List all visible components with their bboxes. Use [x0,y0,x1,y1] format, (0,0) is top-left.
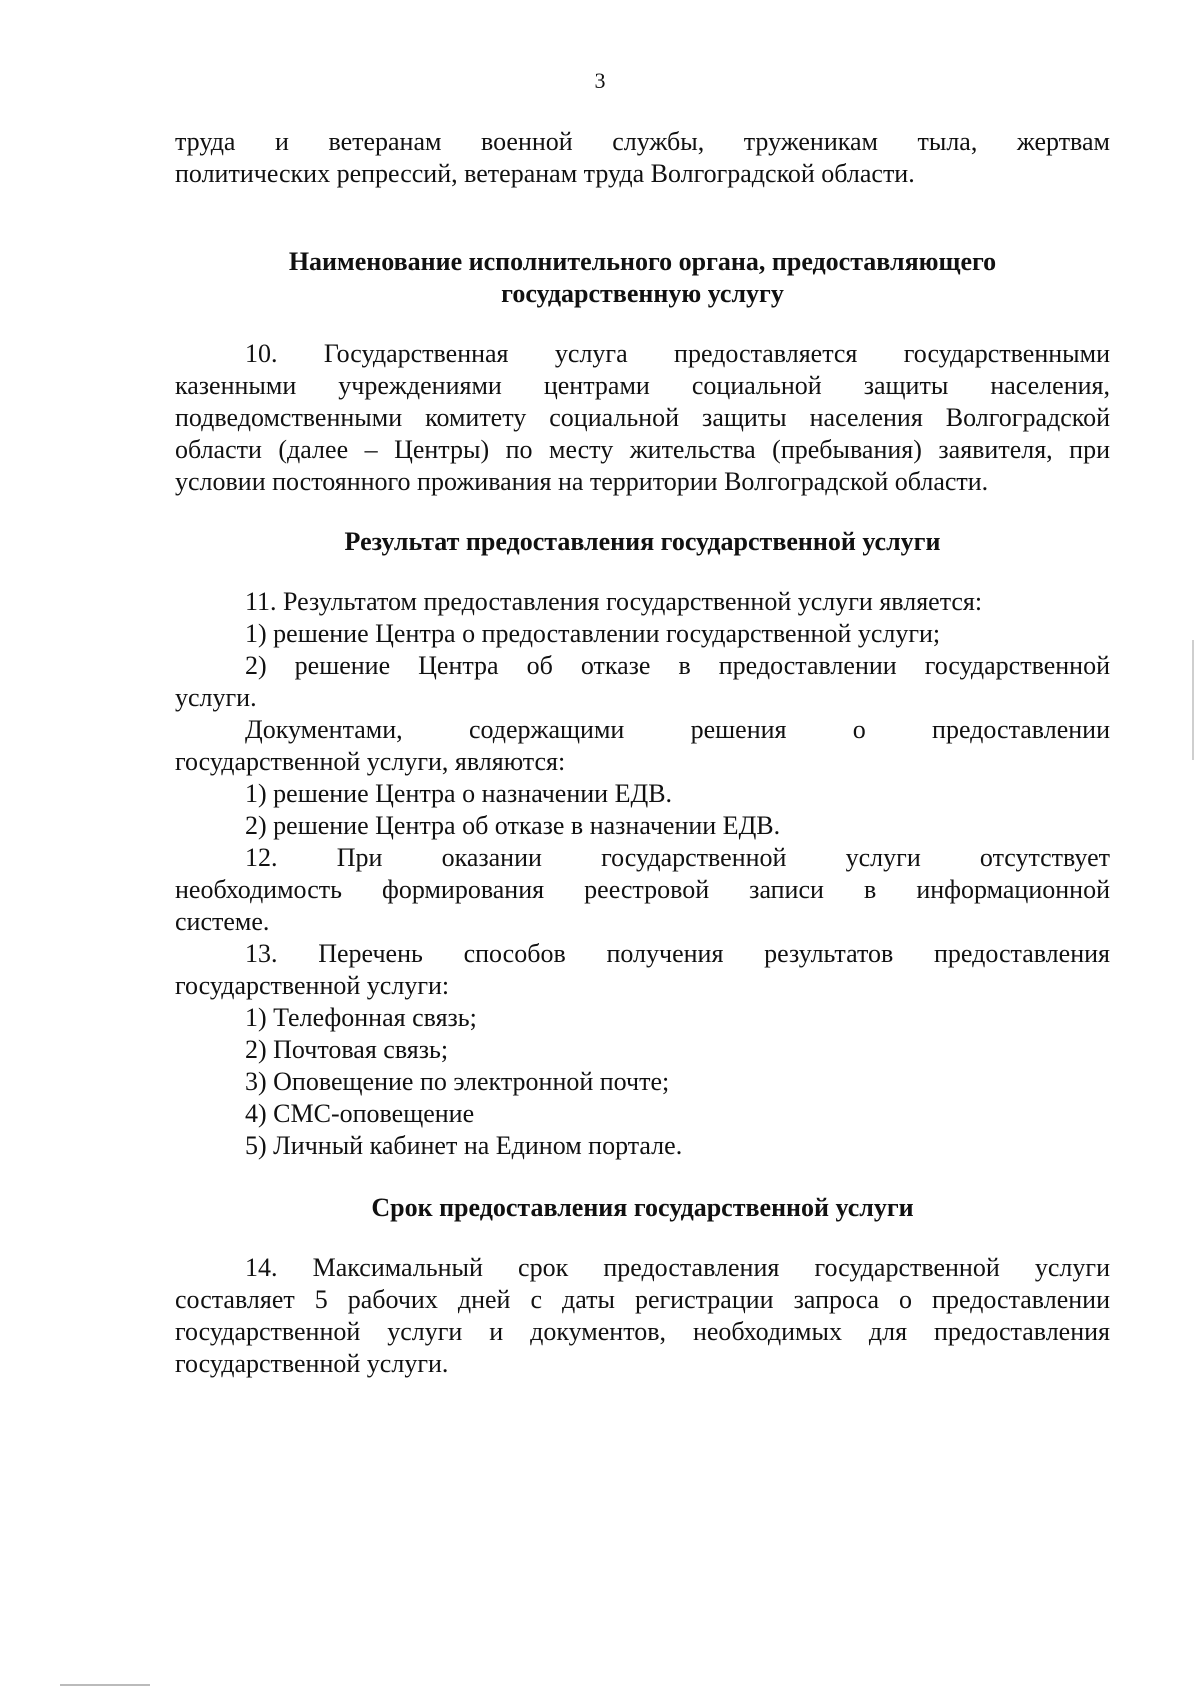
paragraph-11-item-2-line-2: услуги. [175,683,257,712]
scan-bottom-mark [60,1684,150,1686]
section-heading-authority-line-2: государственную услугу [501,279,784,308]
paragraph-12-line-3: системе. [175,907,270,936]
section-heading-authority [175,246,1110,310]
intro-line-2: политических репрессий, ветеранам труда Волгоградской области. [175,159,915,188]
documents-item-2: 2) решение Центра об отказе в назначении ЕДВ. [245,811,781,840]
paragraph-11: 11. Результатом предоставления государственной услуги является: [245,587,983,616]
paragraph-10-line-4: области (далее – Центры) по месту жительства (пребывания) заявителя, при [175,435,1110,464]
scan-edge-mark [1192,640,1194,760]
paragraph-13-line-1: 13. Перечень способов получения результатов предоставления [245,939,1110,968]
page-number: 3 [594,68,606,93]
paragraph-14-line-2: составляет 5 рабочих дней с даты регистрации запроса о предоставлении [175,1285,1110,1314]
result-method-item: 4) СМС-оповещение [245,1099,475,1128]
paragraph-14-line-4: государственной услуги. [175,1349,449,1378]
paragraph-10-line-3: подведомственными комитету социальной защиты населения Волгоградской [175,403,1110,432]
documents-line-2: государственной услуги, являются: [175,747,566,776]
paragraph-11-item-1: 1) решение Центра о предоставлении государственной услуги; [245,619,941,648]
section-heading-term: Срок предоставления государственной услуги [371,1193,914,1222]
paragraph-10-line-1: 10. Государственная услуга предоставляется государственными [245,339,1110,368]
documents-item-1: 1) решение Центра о назначении ЕДВ. [245,779,673,808]
intro-line-1: труда и ветеранам военной службы, труженикам тыла, жертвам [175,127,1110,156]
document-body [175,126,1110,1380]
paragraph-10-line-5: условии постоянного проживания на территории Волгоградской области. [175,467,989,496]
paragraph-12-line-2: необходимость формирования реестровой записи в информационной [175,875,1110,904]
result-method-item: 2) Почтовая связь; [245,1035,449,1064]
paragraph-14-line-3: государственной услуги и документов, необходимых для предоставления [175,1317,1110,1346]
section-heading-result: Результат предоставления государственной услуги [344,527,941,556]
section-heading-authority-line-1: Наименование исполнительного органа, предоставляющего [288,247,997,276]
paragraph-14-line-1: 14. Максимальный срок предоставления государственной услуги [245,1253,1110,1282]
paragraph-11-item-2-line-1: 2) решение Центра об отказе в предоставлении государственной [245,651,1110,680]
result-method-item: 5) Личный кабинет на Едином портале. [245,1131,683,1160]
paragraph-12-line-1: 12. При оказании государственной услуги отсутствует [245,843,1110,872]
result-method-item: 3) Оповещение по электронной почте; [245,1067,670,1096]
documents-line-1: Документами, содержащими решения о предоставлении [245,715,1110,744]
result-method-item: 1) Телефонная связь; [245,1003,477,1032]
paragraph-10-line-2: казенными учреждениями центрами социальной защиты населения, [175,371,1110,400]
paragraph-13-line-2: государственной услуги: [175,971,450,1000]
